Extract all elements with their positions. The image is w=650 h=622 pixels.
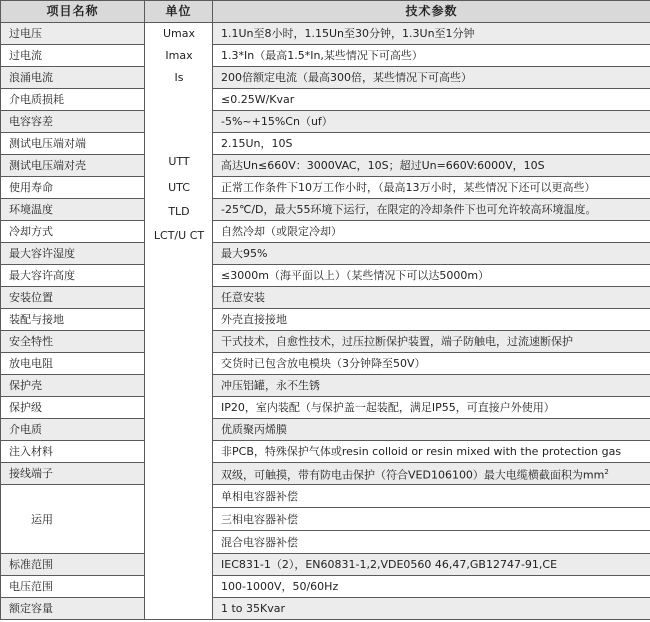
row-name: 电容容差 (1, 111, 145, 133)
row-value (213, 67, 650, 89)
unit-label: LCT/U CT (153, 229, 205, 242)
row-value: IEC831-1（2），EN60831-1,2,VDE0560 46,47,GB12747-91,CE (213, 554, 650, 576)
row-value: 100-1000V，50/60Hz (213, 576, 650, 598)
row-value (213, 177, 650, 199)
row-value-text: ≤3000m（海平面以上）（某些情况下可以达5000m） (221, 269, 490, 282)
unit-label: Is (174, 71, 184, 84)
table-row (1, 554, 650, 576)
row-value-text: 干式技术，自愈性技术，过压拉断保护装置，端子防触电，过流速断保护 (221, 335, 573, 348)
row-name: 标准范围 (1, 554, 145, 576)
header-unit: 单位 (145, 1, 213, 23)
row-value: 1 to 35Kvar (213, 598, 650, 620)
table-row (1, 576, 650, 598)
row-name: 最大容许高度 (1, 265, 145, 287)
application-name: 运用 (1, 485, 145, 554)
row-value-text: 自然冷却（或限定冷却） (221, 225, 342, 238)
table-row (1, 133, 650, 155)
row-name: 额定容量 (1, 598, 145, 620)
row-name: 保护壳 (1, 375, 145, 397)
application-item: 混合电容器补偿 (213, 531, 650, 554)
row-value (213, 353, 650, 375)
row-name: 电压范围 (1, 576, 145, 598)
row-value-text: 正常工作条件下10万工作小时，（最高13万小时，某些情况下还可以更高些） (221, 181, 596, 194)
row-name: 过电流 (1, 45, 145, 67)
table-row (1, 199, 650, 221)
row-name: 装配与接地 (1, 309, 145, 331)
unit-label: UTT (168, 155, 190, 168)
row-name: 介电质损耗 (1, 89, 145, 111)
unit-label: TLD (168, 205, 190, 218)
row-value (213, 463, 650, 485)
row-name: 接线端子 (1, 463, 145, 485)
table-row (1, 375, 650, 397)
table-row (1, 598, 650, 620)
row-value (213, 111, 650, 133)
table-row (1, 111, 650, 133)
table-row (1, 265, 650, 287)
row-value-text: 200倍额定电流（最高300倍，某些情况下可高些） (221, 71, 472, 84)
row-name: 浪涌电流 (1, 67, 145, 89)
row-value-text: 外壳直接接地 (221, 313, 287, 326)
table-row (1, 177, 650, 199)
header-row (1, 1, 650, 23)
row-value (213, 45, 650, 67)
row-value (213, 155, 650, 177)
row-value (213, 331, 650, 353)
table-row (1, 419, 650, 441)
table-row (1, 331, 650, 353)
row-value (213, 265, 650, 287)
row-value-text: 2.15Un，10S (221, 137, 293, 150)
table-row (1, 67, 650, 89)
row-value-text: 1.3*In（最高1.5*In,某些情况下可高些） (221, 49, 423, 62)
row-value (213, 397, 650, 419)
row-name: 测试电压端对壳 (1, 155, 145, 177)
row-value-text: 任意安装 (221, 291, 265, 304)
table-row (1, 23, 650, 45)
table-row (1, 45, 650, 67)
row-name: 安装位置 (1, 287, 145, 309)
row-name: 使用寿命 (1, 177, 145, 199)
header-item: 项目名称 (1, 1, 145, 23)
application-row (1, 485, 650, 508)
superscript: 2 (604, 467, 609, 476)
unit-label: UTC (168, 181, 190, 194)
table-row (1, 353, 650, 375)
row-value (213, 419, 650, 441)
table-row (1, 397, 650, 419)
unit-column (145, 23, 213, 620)
table-row (1, 155, 650, 177)
row-value (213, 243, 650, 265)
row-name: 测试电压端对端 (1, 133, 145, 155)
table-row (1, 243, 650, 265)
row-name: 环境温度 (1, 199, 145, 221)
row-value-text: 优质聚丙烯膜 (221, 423, 287, 436)
row-value-text: 双级，可触摸，带有防电击保护（符合VED106100）最大电缆横截面积为mm (221, 468, 605, 482)
table-row (1, 89, 650, 111)
table-row (1, 287, 650, 309)
row-name: 介电质 (1, 419, 145, 441)
row-name: 过电压 (1, 23, 145, 45)
row-value (213, 309, 650, 331)
row-value (213, 287, 650, 309)
row-name: 最大容许湿度 (1, 243, 145, 265)
row-name: 冷却方式 (1, 221, 145, 243)
table-row (1, 309, 650, 331)
row-name: 安全特性 (1, 331, 145, 353)
unit-label: Umax (162, 27, 196, 40)
row-value (213, 133, 650, 155)
row-value-text: -5%~+15%Cn（uf） (221, 115, 333, 128)
table-row (1, 221, 650, 243)
row-value-text: 最大95% (221, 247, 268, 260)
application-item: 三相电容器补偿 (213, 508, 650, 531)
row-value-text: ≤0.25W/Kvar (221, 93, 295, 106)
row-value (213, 89, 650, 111)
row-value-text: 交货时已包含放电模块（3分钟降至50V） (221, 357, 426, 370)
row-value-text: 高达Un≤660V：3000VAC，10S；超过Un=660V:6000V，10S (221, 159, 545, 172)
table-row (1, 441, 650, 463)
row-value-text: IP20，室内装配（与保护盖一起装配，满足IP55，可直接户外使用） (221, 401, 555, 414)
row-value (213, 441, 650, 463)
row-name: 注入材料 (1, 441, 145, 463)
row-value (213, 221, 650, 243)
row-value-text: 非PCB，特殊保护气体或resin colloid or resin mixed with the protection gas (221, 445, 622, 458)
row-value (213, 199, 650, 221)
unit-label: Imax (165, 49, 193, 62)
row-value (213, 23, 650, 45)
table-body (1, 23, 650, 620)
header-spec: 技术参数 (213, 1, 650, 23)
row-value-text: 冲压铝罐，永不生锈 (221, 379, 320, 392)
row-name: 保护级 (1, 397, 145, 419)
row-value-text: -25℃/D，最大55环境下运行，在限定的冷却条件下也可允许较高环境温度。 (221, 203, 597, 216)
application-item: 单相电容器补偿 (213, 485, 650, 508)
table-row (1, 463, 650, 485)
row-value (213, 375, 650, 397)
row-value-text: 1.1Un至8小时，1.15Un至30分钟，1.3Un至1分钟 (221, 27, 475, 40)
row-name: 放电电阻 (1, 353, 145, 375)
